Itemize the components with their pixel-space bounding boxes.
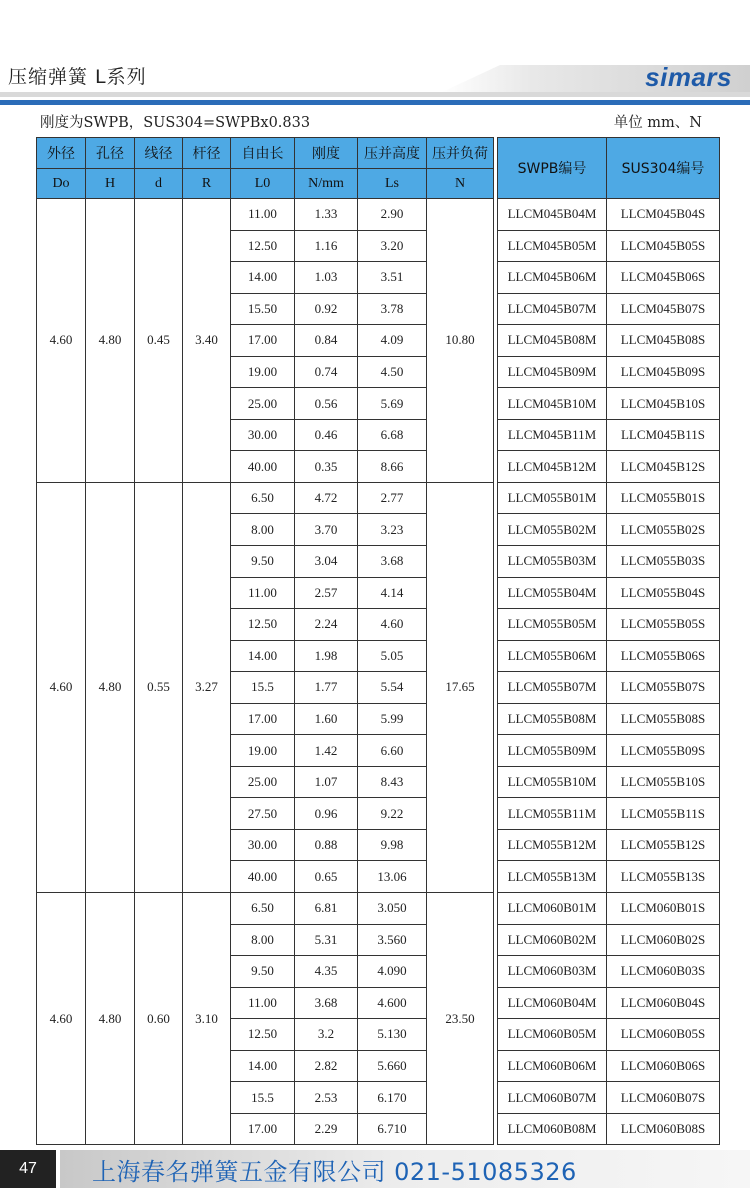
cell-swpb-code: LLCM055B13M: [498, 861, 607, 893]
cell-swpb-code: LLCM060B04M: [498, 987, 607, 1019]
cell-stiffness: 0.65: [295, 861, 358, 893]
cell-swpb-code: LLCM060B08M: [498, 1113, 607, 1145]
spec-table-body: [37, 199, 720, 1145]
cell-l0: 11.00: [231, 199, 295, 231]
cell-swpb-code: LLCM045B09M: [498, 356, 607, 388]
cell-sus-code: LLCM055B08S: [607, 703, 720, 735]
col-header-do: Do: [37, 169, 86, 199]
page-title: 压缩弹簧 L系列: [8, 66, 147, 88]
company-contact: 上海春名弹簧五金有限公司 021-51085326: [92, 1158, 577, 1186]
cell-sus-code: LLCM060B06S: [607, 1050, 720, 1082]
cell-l0: 30.00: [231, 829, 295, 861]
cell-l0: 14.00: [231, 262, 295, 294]
cell-swpb-code: LLCM055B02M: [498, 514, 607, 546]
cell-stiffness: 2.24: [295, 609, 358, 641]
cell-sus-code: LLCM060B07S: [607, 1082, 720, 1114]
cell-swpb-code: LLCM045B05M: [498, 230, 607, 262]
col-header-r-cn: 杆径: [183, 138, 231, 169]
cell-ls: 6.710: [358, 1113, 427, 1145]
cell-swpb-code: LLCM055B10M: [498, 766, 607, 798]
cell-l0: 19.00: [231, 356, 295, 388]
cell-ls: 3.23: [358, 514, 427, 546]
cell-l0: 27.50: [231, 798, 295, 830]
cell-ls: 4.60: [358, 609, 427, 641]
cell-stiffness: 1.07: [295, 766, 358, 798]
cell-load: 17.65: [427, 482, 494, 892]
col-header-ls: Ls: [358, 169, 427, 199]
cell-swpb-code: LLCM055B11M: [498, 798, 607, 830]
cell-ls: 5.130: [358, 1019, 427, 1051]
cell-stiffness: 1.60: [295, 703, 358, 735]
cell-ls: 3.68: [358, 546, 427, 578]
col-header-k-cn: 刚度: [295, 138, 358, 169]
cell-stiffness: 0.35: [295, 451, 358, 483]
cell-ls: 6.68: [358, 419, 427, 451]
cell-stiffness: 1.33: [295, 199, 358, 231]
cell-swpb-code: LLCM055B09M: [498, 735, 607, 767]
cell-swpb-code: LLCM060B01M: [498, 893, 607, 925]
cell-l0: 25.00: [231, 388, 295, 420]
cell-l0: 8.00: [231, 514, 295, 546]
cell-l0: 9.50: [231, 546, 295, 578]
cell-swpb-code: LLCM055B05M: [498, 609, 607, 641]
cell-sus-code: LLCM055B06S: [607, 640, 720, 672]
cell-stiffness: 6.81: [295, 893, 358, 925]
cell-sus-code: LLCM055B03S: [607, 546, 720, 578]
col-header-l0-cn: 自由长: [231, 138, 295, 169]
cell-h: 4.80: [86, 199, 135, 483]
cell-l0: 8.00: [231, 924, 295, 956]
cell-sus-code: LLCM060B08S: [607, 1113, 720, 1145]
cell-do: 4.60: [37, 893, 86, 1145]
cell-d: 0.60: [135, 893, 183, 1145]
cell-ls: 4.090: [358, 956, 427, 988]
cell-stiffness: 2.53: [295, 1082, 358, 1114]
cell-l0: 12.50: [231, 1019, 295, 1051]
stiffness-note: 刚度为SWPB，SUS304=SWPBx0.833: [40, 115, 311, 131]
cell-stiffness: 0.84: [295, 325, 358, 357]
cell-stiffness: 0.46: [295, 419, 358, 451]
cell-sus-code: LLCM060B02S: [607, 924, 720, 956]
cell-sus-code: LLCM055B02S: [607, 514, 720, 546]
cell-ls: 3.050: [358, 893, 427, 925]
cell-stiffness: 3.2: [295, 1019, 358, 1051]
header-row-cn: [37, 138, 720, 169]
cell-sus-code: LLCM060B05S: [607, 1019, 720, 1051]
cell-stiffness: 4.35: [295, 956, 358, 988]
cell-stiffness: 2.29: [295, 1113, 358, 1145]
col-header-h-cn: 孔径: [86, 138, 135, 169]
cell-ls: 6.60: [358, 735, 427, 767]
cell-l0: 11.00: [231, 577, 295, 609]
cell-sus-code: LLCM055B13S: [607, 861, 720, 893]
cell-swpb-code: LLCM055B04M: [498, 577, 607, 609]
cell-ls: 3.560: [358, 924, 427, 956]
cell-l0: 17.00: [231, 325, 295, 357]
cell-ls: 4.600: [358, 987, 427, 1019]
cell-ls: 2.90: [358, 199, 427, 231]
cell-swpb-code: LLCM055B01M: [498, 482, 607, 514]
cell-l0: 19.00: [231, 735, 295, 767]
unit-note: 单位 mm、N: [613, 115, 702, 131]
cell-ls: 5.660: [358, 1050, 427, 1082]
table-row: [37, 482, 720, 514]
cell-ls: 2.77: [358, 482, 427, 514]
cell-l0: 12.50: [231, 230, 295, 262]
cell-do: 4.60: [37, 482, 86, 892]
cell-stiffness: 2.57: [295, 577, 358, 609]
cell-stiffness: 1.03: [295, 262, 358, 294]
cell-sus-code: LLCM055B01S: [607, 482, 720, 514]
cell-ls: 5.99: [358, 703, 427, 735]
col-header-n: N: [427, 169, 494, 199]
col-header-r: R: [183, 169, 231, 199]
cell-ls: 13.06: [358, 861, 427, 893]
cell-ls: 4.09: [358, 325, 427, 357]
cell-l0: 12.50: [231, 609, 295, 641]
cell-sus-code: LLCM055B10S: [607, 766, 720, 798]
cell-swpb-code: LLCM045B08M: [498, 325, 607, 357]
cell-swpb-code: LLCM060B03M: [498, 956, 607, 988]
cell-ls: 9.22: [358, 798, 427, 830]
cell-swpb-code: LLCM060B06M: [498, 1050, 607, 1082]
cell-swpb-code: LLCM045B11M: [498, 419, 607, 451]
cell-swpb-code: LLCM055B08M: [498, 703, 607, 735]
col-header-do-cn: 外径: [37, 138, 86, 169]
cell-stiffness: 5.31: [295, 924, 358, 956]
cell-sus-code: LLCM045B05S: [607, 230, 720, 262]
cell-l0: 11.00: [231, 987, 295, 1019]
cell-sus-code: LLCM055B05S: [607, 609, 720, 641]
cell-l0: 14.00: [231, 640, 295, 672]
cell-r: 3.40: [183, 199, 231, 483]
cell-ls: 8.66: [358, 451, 427, 483]
page-number: 47: [0, 1150, 56, 1188]
cell-ls: 8.43: [358, 766, 427, 798]
cell-sus-code: LLCM055B12S: [607, 829, 720, 861]
cell-swpb-code: LLCM045B10M: [498, 388, 607, 420]
cell-sus-code: LLCM045B11S: [607, 419, 720, 451]
cell-ls: 3.78: [358, 293, 427, 325]
cell-sus-code: LLCM045B06S: [607, 262, 720, 294]
cell-ls: 3.20: [358, 230, 427, 262]
cell-l0: 15.5: [231, 1082, 295, 1114]
cell-sus-code: LLCM060B04S: [607, 987, 720, 1019]
cell-stiffness: 1.77: [295, 672, 358, 704]
cell-load: 10.80: [427, 199, 494, 483]
col-header-h: H: [86, 169, 135, 199]
cell-stiffness: 0.56: [295, 388, 358, 420]
cell-l0: 17.00: [231, 703, 295, 735]
cell-stiffness: 0.96: [295, 798, 358, 830]
cell-stiffness: 1.98: [295, 640, 358, 672]
cell-swpb-code: LLCM055B06M: [498, 640, 607, 672]
page-header: [0, 0, 750, 108]
cell-stiffness: 3.68: [295, 987, 358, 1019]
col-header-ls-cn: 压并高度: [358, 138, 427, 169]
cell-sus-code: LLCM060B01S: [607, 893, 720, 925]
spring-spec-table: [36, 137, 720, 1145]
cell-stiffness: 1.42: [295, 735, 358, 767]
cell-l0: 6.50: [231, 893, 295, 925]
cell-swpb-code: LLCM055B03M: [498, 546, 607, 578]
cell-swpb-code: LLCM055B12M: [498, 829, 607, 861]
cell-stiffness: 0.88: [295, 829, 358, 861]
col-header-k: N/mm: [295, 169, 358, 199]
cell-ls: 9.98: [358, 829, 427, 861]
cell-l0: 15.50: [231, 293, 295, 325]
cell-r: 3.27: [183, 482, 231, 892]
cell-swpb-code: LLCM045B07M: [498, 293, 607, 325]
cell-swpb-code: LLCM060B07M: [498, 1082, 607, 1114]
cell-sus-code: LLCM045B04S: [607, 199, 720, 231]
cell-stiffness: 2.82: [295, 1050, 358, 1082]
cell-stiffness: 4.72: [295, 482, 358, 514]
cell-sus-code: LLCM055B09S: [607, 735, 720, 767]
cell-swpb-code: LLCM060B02M: [498, 924, 607, 956]
cell-stiffness: 3.04: [295, 546, 358, 578]
cell-sus-code: LLCM055B04S: [607, 577, 720, 609]
header-gray-band: [0, 92, 750, 97]
cell-h: 4.80: [86, 893, 135, 1145]
cell-ls: 5.69: [358, 388, 427, 420]
header-blue-line: [0, 100, 750, 105]
cell-stiffness: 0.74: [295, 356, 358, 388]
cell-swpb-code: LLCM045B12M: [498, 451, 607, 483]
cell-l0: 40.00: [231, 451, 295, 483]
cell-stiffness: 1.16: [295, 230, 358, 262]
col-header-n-cn: 压并负荷: [427, 138, 494, 169]
page-footer: [0, 1150, 750, 1188]
cell-swpb-code: LLCM060B05M: [498, 1019, 607, 1051]
table-row: [37, 199, 720, 231]
cell-l0: 14.00: [231, 1050, 295, 1082]
cell-ls: 4.14: [358, 577, 427, 609]
cell-swpb-code: LLCM055B07M: [498, 672, 607, 704]
cell-sus-code: LLCM045B07S: [607, 293, 720, 325]
cell-l0: 15.5: [231, 672, 295, 704]
cell-stiffness: 0.92: [295, 293, 358, 325]
col-header-l0: L0: [231, 169, 295, 199]
cell-ls: 4.50: [358, 356, 427, 388]
cell-ls: 3.51: [358, 262, 427, 294]
table-row: [37, 893, 720, 925]
cell-d: 0.45: [135, 199, 183, 483]
cell-sus-code: LLCM060B03S: [607, 956, 720, 988]
cell-ls: 5.05: [358, 640, 427, 672]
cell-h: 4.80: [86, 482, 135, 892]
cell-sus-code: LLCM055B07S: [607, 672, 720, 704]
cell-sus-code: LLCM045B10S: [607, 388, 720, 420]
cell-stiffness: 3.70: [295, 514, 358, 546]
cell-ls: 5.54: [358, 672, 427, 704]
cell-load: 23.50: [427, 893, 494, 1145]
cell-l0: 40.00: [231, 861, 295, 893]
cell-sus-code: LLCM055B11S: [607, 798, 720, 830]
col-header-swpb: SWPB编号: [498, 138, 607, 199]
cell-ls: 6.170: [358, 1082, 427, 1114]
col-header-d-cn: 线径: [135, 138, 183, 169]
cell-l0: 9.50: [231, 956, 295, 988]
cell-l0: 30.00: [231, 419, 295, 451]
cell-sus-code: LLCM045B09S: [607, 356, 720, 388]
cell-sus-code: LLCM045B08S: [607, 325, 720, 357]
cell-l0: 17.00: [231, 1113, 295, 1145]
cell-l0: 25.00: [231, 766, 295, 798]
cell-sus-code: LLCM045B12S: [607, 451, 720, 483]
cell-d: 0.55: [135, 482, 183, 892]
brand-logo: simars: [645, 62, 732, 92]
cell-l0: 6.50: [231, 482, 295, 514]
cell-r: 3.10: [183, 893, 231, 1145]
cell-do: 4.60: [37, 199, 86, 483]
col-header-d: d: [135, 169, 183, 199]
col-header-sus: SUS304编号: [607, 138, 720, 199]
cell-swpb-code: LLCM045B06M: [498, 262, 607, 294]
cell-swpb-code: LLCM045B04M: [498, 199, 607, 231]
